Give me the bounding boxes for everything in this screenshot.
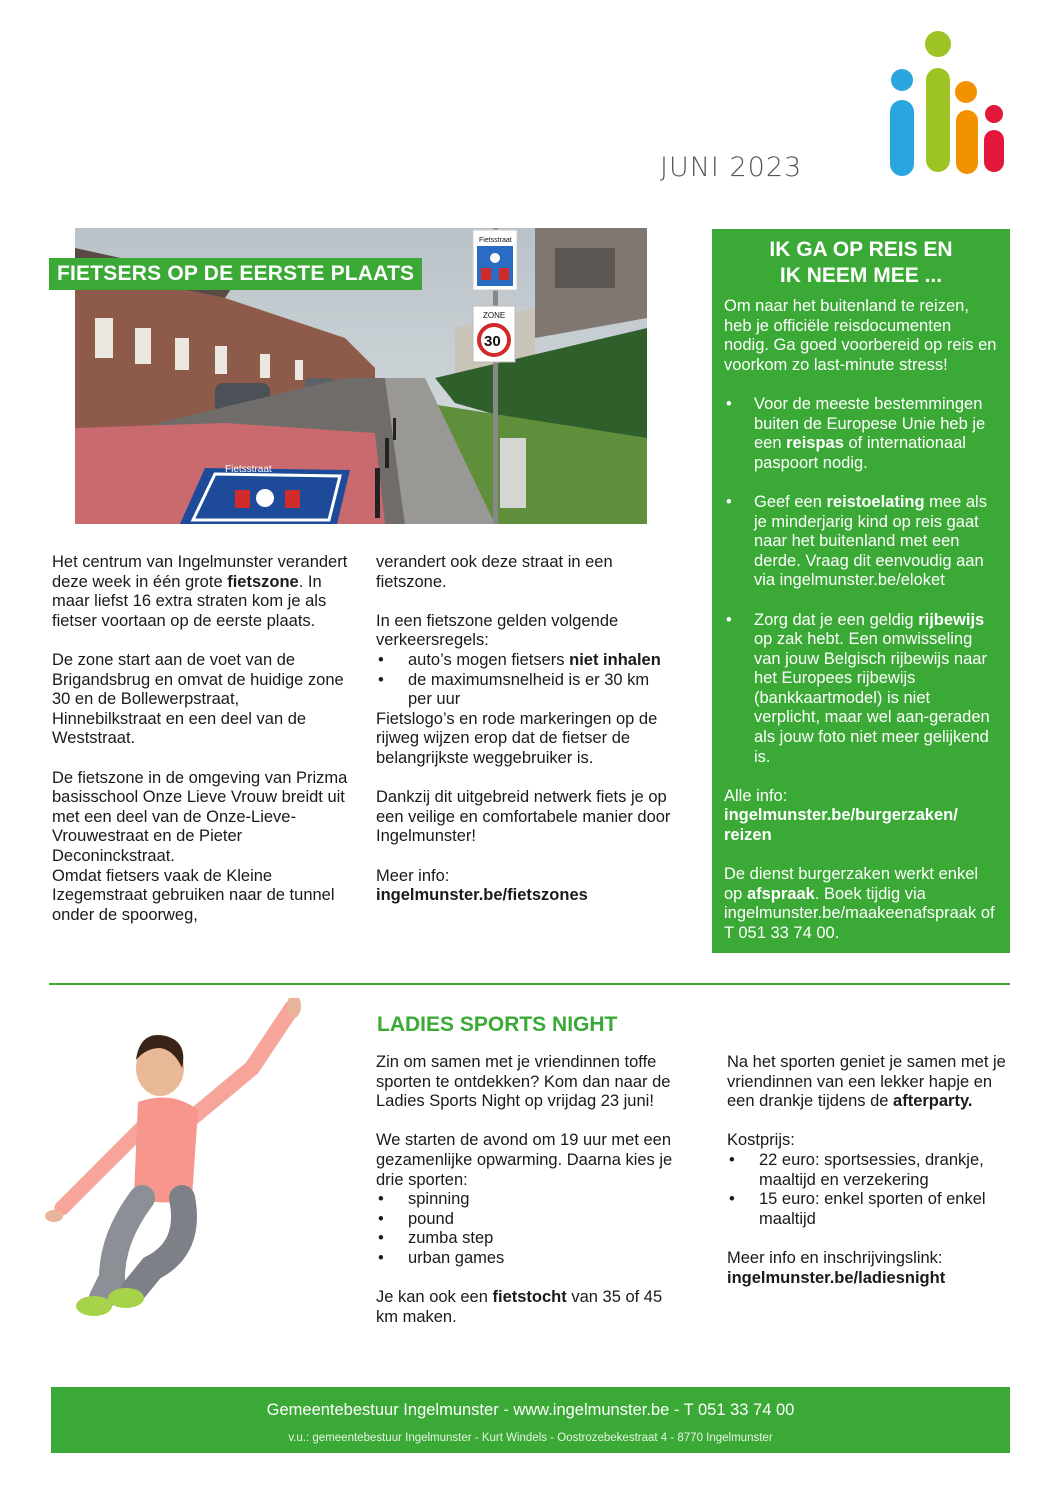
list-item [724,611,998,768]
text: Voor de meeste bestemmingen buiten de Europese Unie heb je een [754,394,986,453]
list-item: • urban games [376,1249,676,1269]
ladies-program: We starten de avond om 19 uur met een gezamenlijke opwarming. Daarna kies je drie sporten: [376,1131,673,1189]
text: Na het sporten geniet je samen met je vriendinnen van een lekker hapje en een drankje tijdens de [727,1053,1006,1111]
article1-column1 [52,553,352,925]
bold-text: afspraak [746,884,815,903]
more-info-label: Meer info: [376,866,450,885]
list-item: • 15 euro: enkel sporten of enkel maaltijd [727,1190,1017,1229]
article1-paragraph8: Dankzij dit uitgebreid netwerk fiets je op een veilige en comfortabele manier door Ingelmunster! [376,788,671,846]
footer-publisher: v.u.: gemeentebestuur Ingelmunster - Kurt Windels - Oostrozebekestraat 4 - 8770 Ingelmunster [288,1432,773,1444]
bold-text: fietstocht [492,1288,567,1307]
zone-text: ZONE [483,311,506,320]
travel-box [712,229,1010,953]
title-info [52,14,373,166]
bold-text: afterparty. [893,1092,973,1111]
link-text[interactable]: ingelmunster.be/burgerzaken/ reizen [724,806,958,845]
article1-paragraph7: Fietslogo’s en rode markeringen op de rijweg wijzen erop dat de fietser de belangrijkste weggebruiker is. [376,709,658,767]
list-item: • de maximumsnelheid is er 30 km per uur [376,671,676,710]
text: of internationaal paspoort nodig. [754,434,966,472]
list-item: • 22 euro: sportsessies, drankje, maaltijd en verzekering [727,1151,1017,1190]
text: . In maar liefst 16 extra straten kom je als fietser voortaan op de eerste plaats. [52,572,327,630]
travel-closing [724,865,998,943]
masthead [52,30,757,150]
sports-list [376,1190,676,1268]
bold-text: rijbewijs [918,610,985,629]
text: mee als je minderjarig kind op reis gaat naar het buitenland met een derde. Vraag dit eenvoudig aan via ingelmunster.be/eloket [754,492,987,590]
ladies-intro: Zin om samen met je vriendinnen toffe sporten te ontdekken? Kom dan naar de Ladies Sports Night op vrijdag 23 juni! [376,1053,671,1111]
ladies-column2 [727,1053,1017,1288]
section-divider [49,983,1010,985]
bold-text: niet inhalen [569,650,661,669]
text: Geef een [754,492,827,511]
text: Je kan ook een [376,1288,493,1307]
text: van 35 of 45 km maken. [376,1288,663,1326]
article1-paragraph2: De zone start aan de voet van de Brigandsbrug en omvat de huidige zone 30 en de Bollewerpstraat, Hinnebilkstraat en een deel van de Weststraat. [52,650,344,748]
text: op zak hebt. Een omwisseling van jouw Belgisch rijbewijs naar het Europees rijbewijs (bankkaartmodel) is niet verplicht, maar wel aan-geraden als jouw foto niet meer gelijkend is. [754,630,990,766]
article1-column2 [376,553,676,906]
text: Het centrum van Ingelmunster verandert deze week in één grote [52,553,348,591]
article1-paragraph1 [52,553,352,631]
ladies-column1 [376,1053,676,1347]
travel-box-title [724,237,998,289]
ladiesnight-link[interactable] [727,1269,1017,1289]
list-item: • zumba step [376,1229,676,1249]
issue-date: JUNI 2023 [660,152,803,183]
article1-paragraph4: Omdat fietsers vaak de Kleine Izegemstraat gebruiken naar de tunnel onder de spoorweg, [52,866,335,924]
jumping-woman-image [42,998,332,1338]
road-marking-text: Fietsstraat [225,464,272,475]
article1-paragraph6: In een fietszone gelden volgende verkeersregels: [376,611,619,650]
text: . Boek tijdig via ingelmunster.be/maakeenafspraak of T 051 33 74 00. [724,884,995,942]
footer-contact: Gemeentebestuur Ingelmunster - www.ingelmunster.be - T 051 33 74 00 [266,1401,795,1419]
cost-list [727,1151,1017,1229]
text: auto’s mogen fietsers [408,650,570,669]
ladies-night-title: LADIES SPORTS NIGHT [377,1013,618,1036]
title-brief [373,14,758,166]
sign-text: Fietsstraat [479,237,512,244]
link-text[interactable]: ingelmunster.be/fietszones [376,886,588,905]
footer [51,1387,1010,1453]
list-item: • spinning [376,1190,676,1210]
list-item [724,493,998,591]
list-item: • pound [376,1210,676,1230]
article1-paragraph5: verandert ook deze straat in een fietszone. [376,553,613,591]
title-line1: IK GA OP REIS EN [769,238,953,261]
fietszones-link[interactable] [376,886,676,906]
bold-text: reispas [786,434,844,453]
traffic-rules-list [376,651,676,710]
ladies-afterparty [727,1053,1017,1112]
newsletter-title [52,30,757,150]
list-item [724,395,998,473]
bold-text: fietszone [227,572,299,591]
burgerzaken-link[interactable] [724,806,998,845]
bold-text: reistoelating [826,492,925,511]
article1-paragraph3: De fietszone in de omgeving van Prizma basisschool Onze Lieve Vrouw breidt uit met een deel van de Onze-Lieve-Vrouwestraat en de Pieter Deconinckstraat. [52,768,348,865]
text: De dienst burgerzaken werkt enkel op [724,865,979,903]
travel-info-label: Alle info: [724,786,788,805]
article-title-fietszone: FIETSERS OP DE EERSTE PLAATS [49,258,422,290]
ladies-bike-tour [376,1288,676,1327]
ladies-more-label: Meer info en inschrijvingslink: [727,1248,943,1267]
speed-limit: 30 [484,333,501,350]
travel-documents-list [724,395,998,767]
text: Zorg dat je een geldig [754,610,919,629]
link-text[interactable]: ingelmunster.be/ladiesnight [727,1268,946,1287]
ingelmunster-logo [880,30,1010,180]
title-line2: IK NEEM MEE ... [779,264,943,287]
travel-intro: Om naar het buitenland te reizen, heb je officiële reisdocumenten nodig. Ga goed voorbereid op reis en voorkom zo last-minute stress! [724,297,997,374]
cost-label: Kostprijs: [727,1131,795,1150]
list-item [376,651,676,671]
